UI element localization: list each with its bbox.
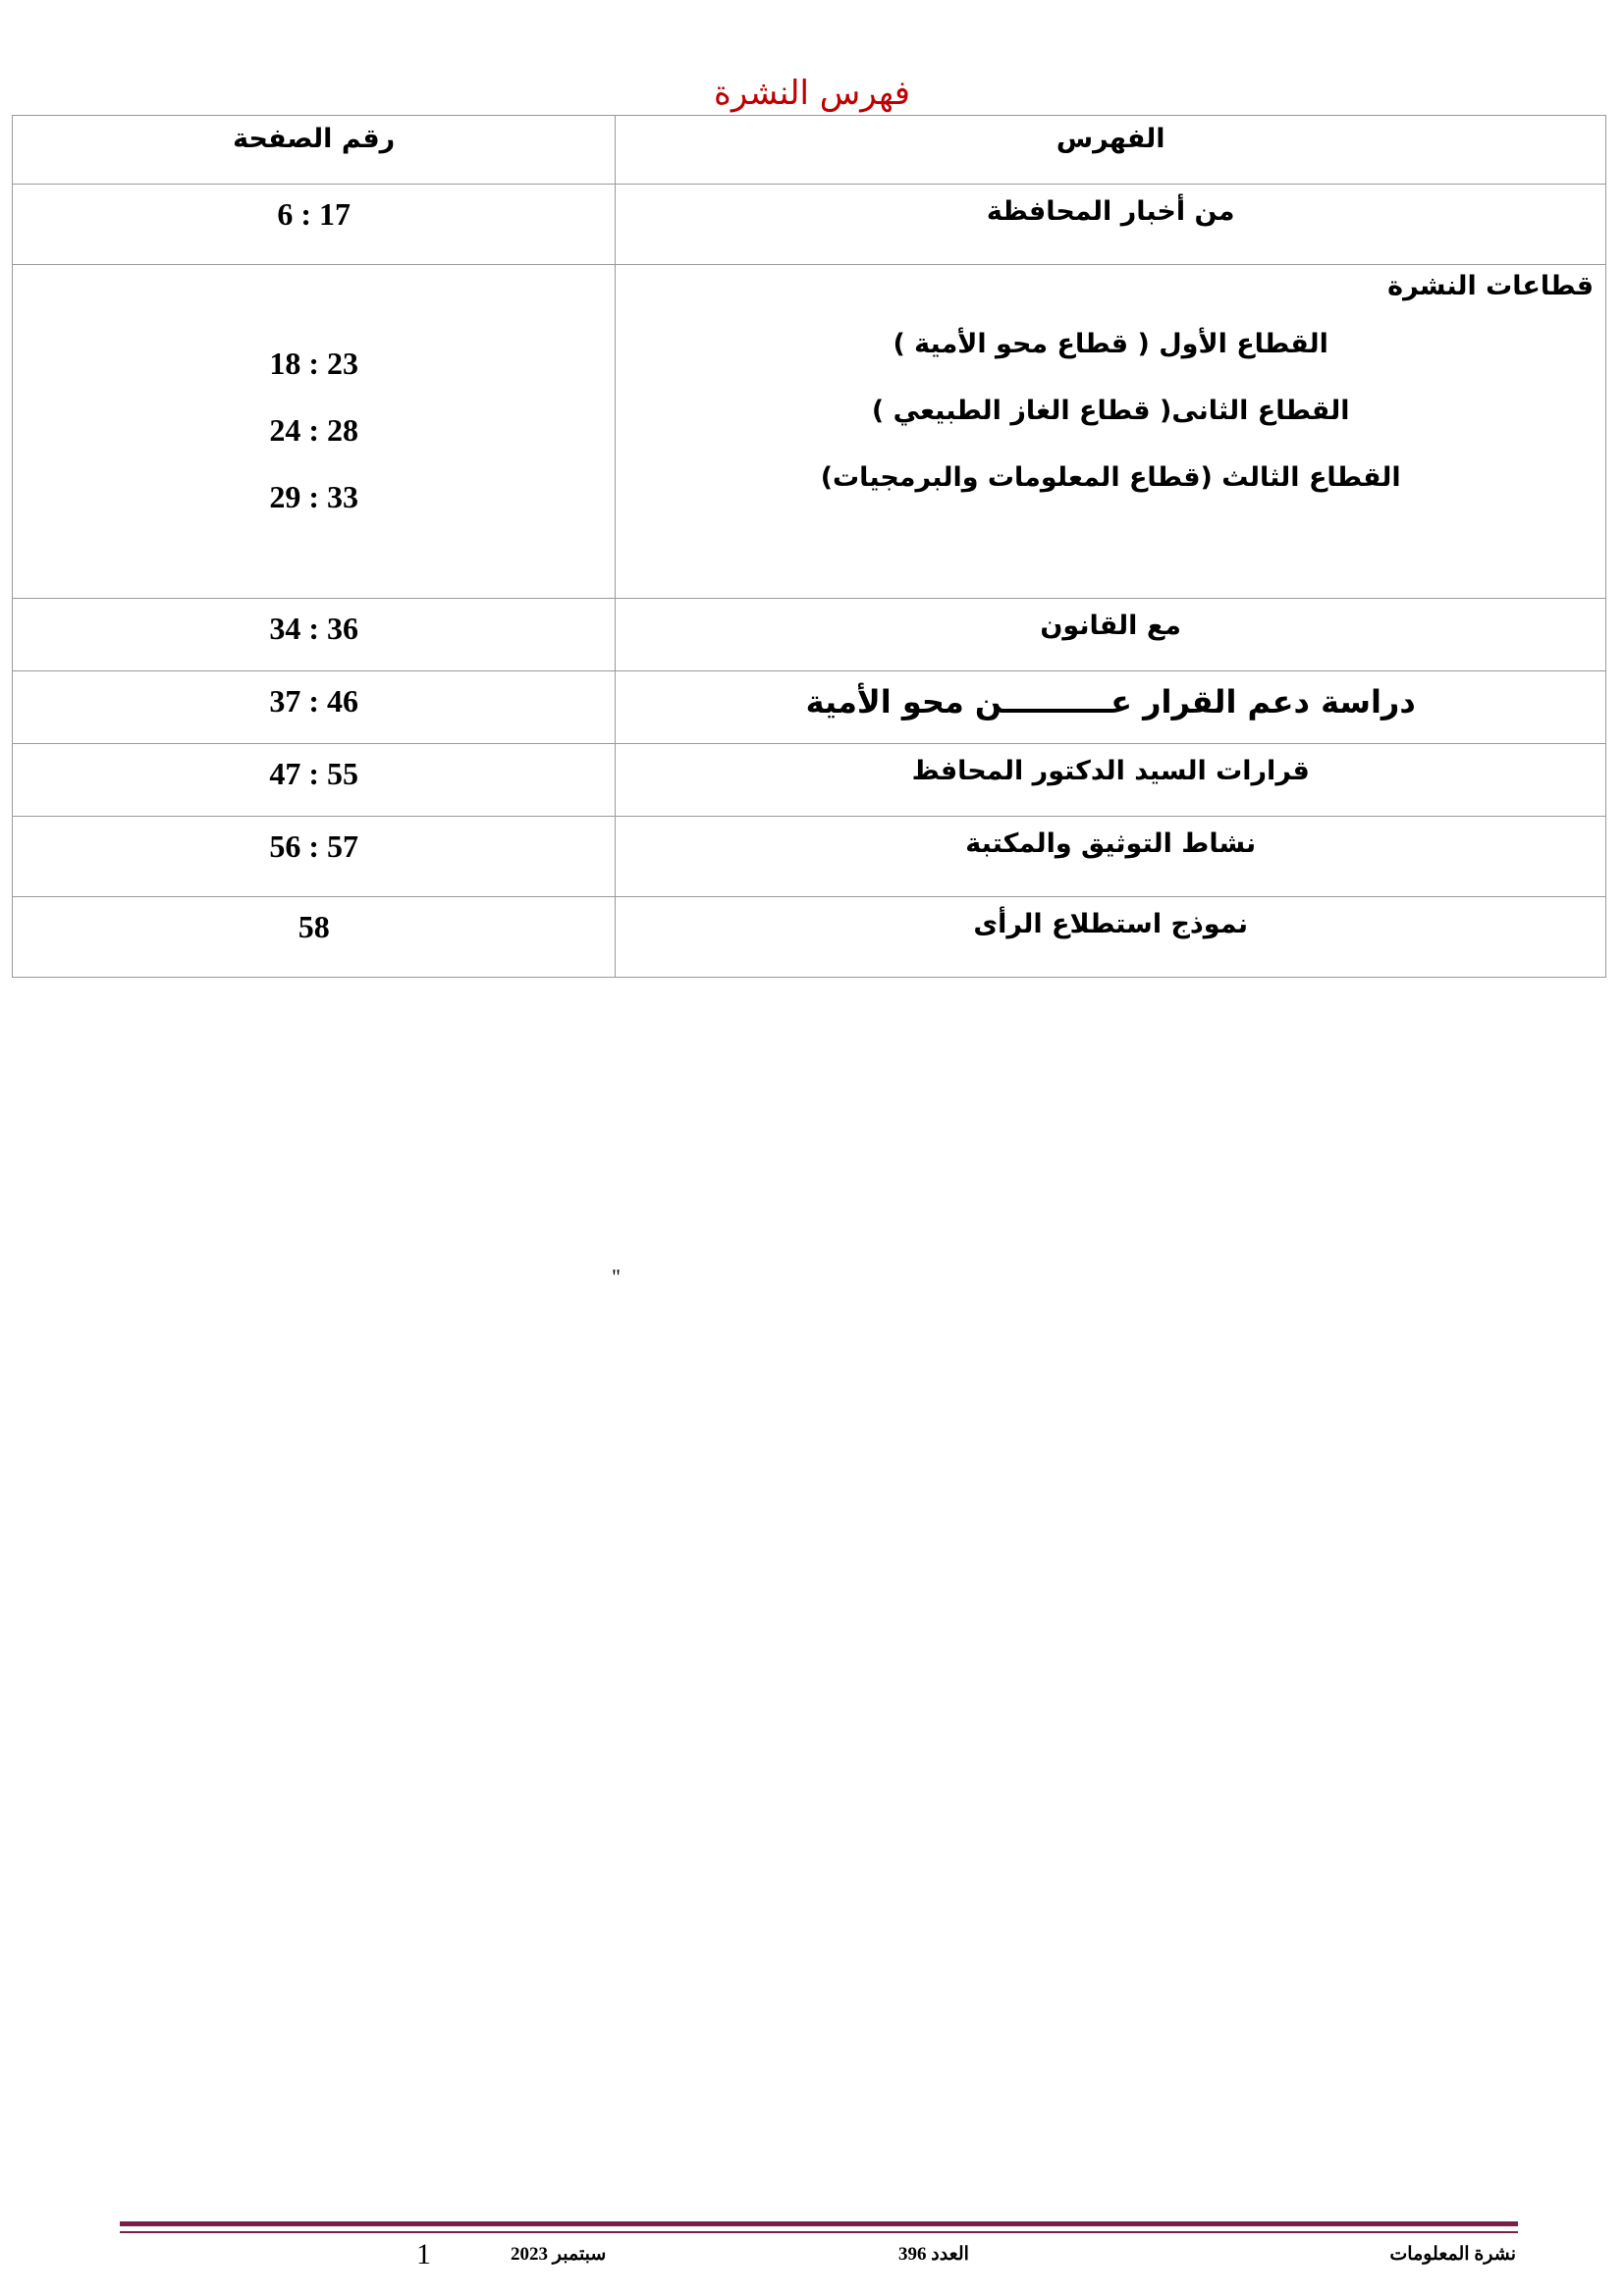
footer-rule-thin	[120, 2231, 1518, 2233]
row-pages: 24 : 28	[269, 412, 359, 448]
page-title: فهرس النشرة	[714, 74, 910, 113]
footer-rule-thick	[120, 2221, 1518, 2226]
table-header-row	[13, 116, 1606, 185]
row-index-item: نموذج استطلاع الرأى	[616, 897, 1606, 978]
row-index-item: قرارات السيد الدكتور المحافظ	[616, 744, 1606, 817]
row-pages: 37 : 46	[13, 671, 616, 744]
table-row-sections	[13, 265, 1606, 599]
header-index: الفهرس	[616, 116, 1606, 185]
row-pages: 6 : 17	[13, 185, 616, 265]
table-row	[13, 599, 1606, 671]
row-index-item: دراسة دعم القرار عــــــــــن محو الأمية	[616, 671, 1606, 744]
section-title: قطاعات النشرة	[1387, 271, 1594, 301]
table-row	[13, 671, 1606, 744]
table-row	[13, 817, 1606, 897]
section-index-cell	[616, 265, 1606, 599]
row-index-item: القطاع الأول ( قطاع محو الأمية )	[893, 329, 1328, 359]
footer-publication: نشرة المعلومات	[1389, 2244, 1516, 2265]
footer-issue: العدد 396	[898, 2244, 969, 2265]
footer-date: سبتمبر 2023	[511, 2244, 607, 2265]
row-pages: 29 : 33	[269, 479, 359, 514]
header-page-number: رقم الصفحة	[13, 116, 616, 185]
index-table	[12, 115, 1606, 978]
row-pages: 18 : 23	[269, 346, 359, 381]
table-row	[13, 897, 1606, 978]
row-pages: 34 : 36	[13, 599, 616, 671]
row-pages: 47 : 55	[13, 744, 616, 817]
section-pages-cell	[13, 265, 616, 599]
row-index-item: القطاع الثانى( قطاع الغاز الطبيعي )	[871, 396, 1350, 426]
row-index-item: نشاط التوثيق والمكتبة	[616, 817, 1606, 897]
row-pages: 56 : 57	[13, 817, 616, 897]
table-row	[13, 744, 1606, 817]
row-index-item: من أخبار المحافظة	[616, 185, 1606, 265]
stray-quote-mark: "	[612, 1264, 621, 1289]
table-row	[13, 185, 1606, 265]
row-index-item: مع القانون	[616, 599, 1606, 671]
footer-page-number: 1	[416, 2238, 431, 2270]
row-index-item: القطاع الثالث (قطاع المعلومات والبرمجيات)	[820, 462, 1401, 493]
row-pages: 58	[13, 897, 616, 978]
